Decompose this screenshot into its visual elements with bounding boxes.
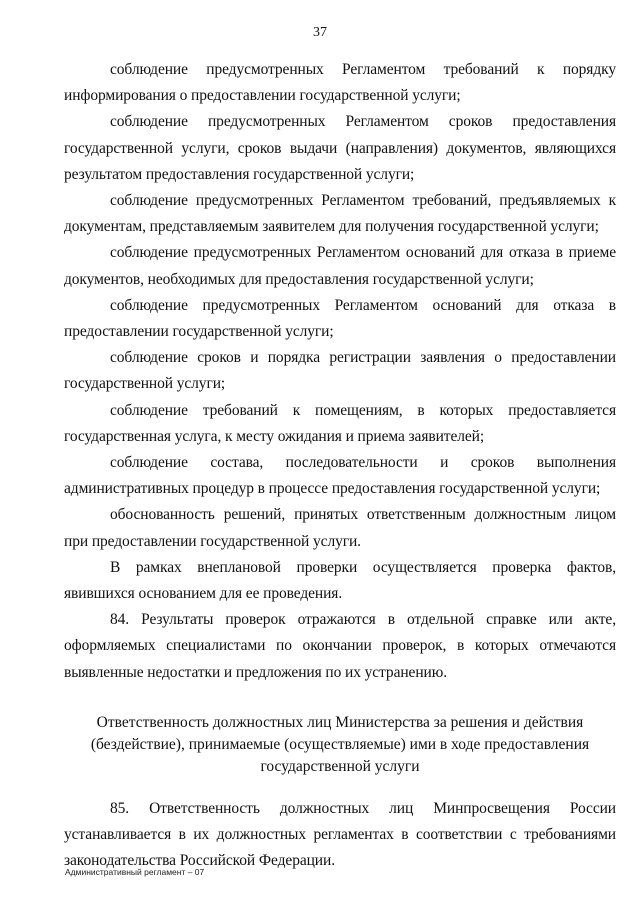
paragraph: В рамках внеплановой проверки осуществляется проверка фактов, явившихся основанием для ее проведения. [64,558,616,603]
section-heading-line: государственной услуги [260,757,420,775]
section-heading-line: (бездействие), принимаемые (осуществляемые) ими в ходе предоставления [90,735,590,753]
paragraph: соблюдение предусмотренных Регламентом сроков предоставления государственной услуги, сроков выдачи (направления) документов, являющихся результатом предоставления государственной услуги; [64,113,616,183]
paragraph: соблюдение предусмотренных Регламентом требований, предъявляемых к документам, представляемым заявителем для получения государственной услуги; [64,192,616,236]
document-body [64,57,616,874]
section-heading-line: Ответственность должностных лиц Министерства за решения и действия [96,713,584,731]
paragraph: соблюдение предусмотренных Регламентом требований к порядку информирования о предоставлении государственной услуги; [64,61,616,105]
paragraph: соблюдение предусмотренных Регламентом оснований для отказа в приеме документов, необходимых для предоставления государственной услуги; [64,244,616,288]
paragraph: соблюдение сроков и порядка регистрации заявления о предоставлении государственной услуги; [64,349,616,393]
footer-label: Административный регламент – 07 [65,867,205,877]
paragraph: соблюдение состава, последовательности и сроков выполнения административных процедур в процессе предоставления государственной услуги; [64,454,616,498]
paragraph: обоснованность решений, принятых ответственным должностным лицом при предоставлении государственной услуги. [64,506,616,550]
paragraph: 84. Результаты проверок отражаются в отдельной справке или акте, оформляемых специалистами по окончании проверок, в которых отмечаются выявленные недостатки и предложения по их устранению. [64,611,616,681]
paragraph: соблюдение требований к помещениям, в которых предоставляется государственная услуга, к месту ожидания и приема заявителей; [64,401,616,445]
paragraph: 85. Ответственность должностных лиц Минпросвещения России устанавливается в их должностных регламентах в соответствии с требованиями законодательства Российской Федерации. [64,799,616,870]
paragraph: соблюдение предусмотренных Регламентом оснований для отказа в предоставлении государственной услуги; [64,296,616,341]
section-heading [64,712,616,778]
page-number: 37 [313,25,327,40]
